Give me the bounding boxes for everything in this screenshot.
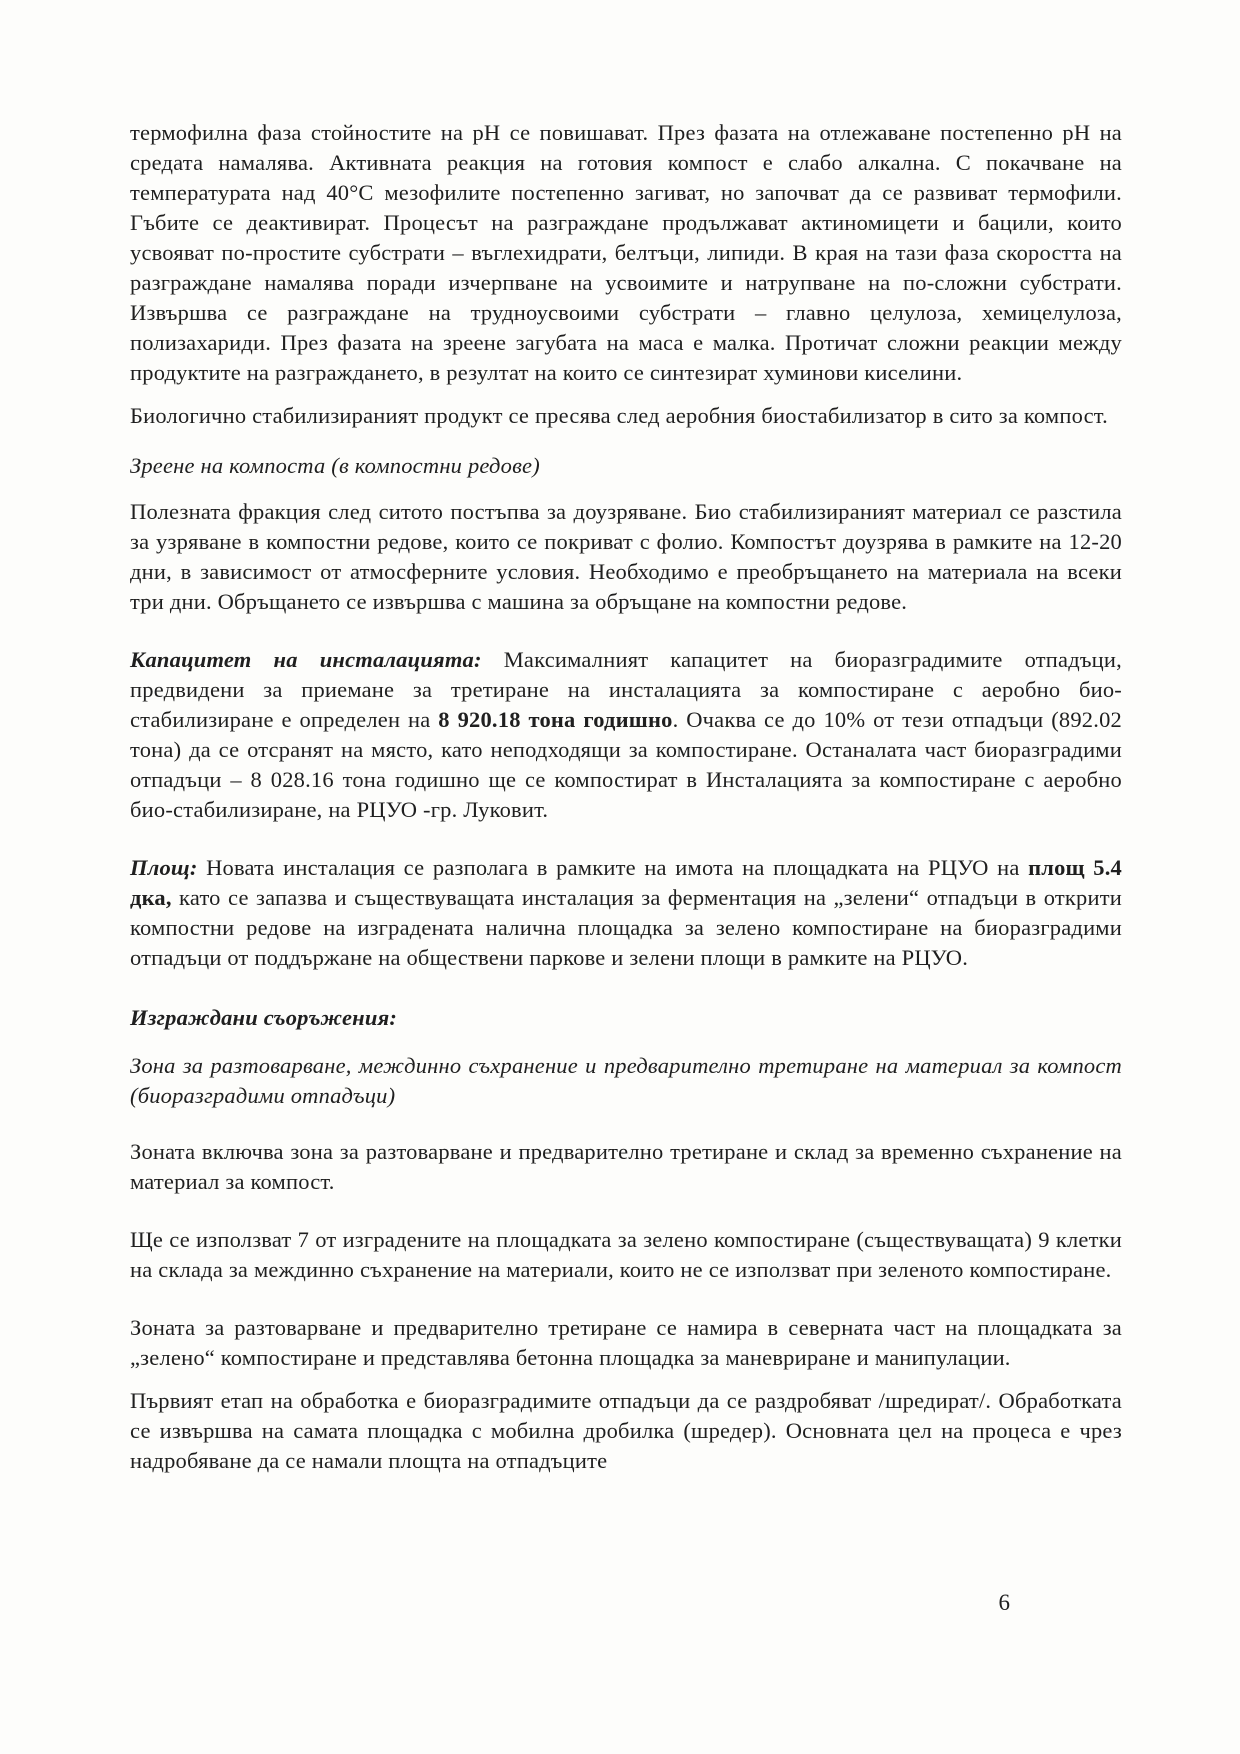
- paragraph-thermophilic-phase: термофилна фаза стойностите на рН се повишават. През фазата на отлежаване постепенно рН на средата намалява. Активната реакция на готовия компост е слабо алкална. С покачване на температурата над 40°С мезофилите постепенно загиват, но започват да се развиват термофили. Гъбите се деактивират. Процесът на разграждане продължават актиномицети и бацили, които усвояват по-простите субстрати – въглехидрати, белтъци, липиди. В края на тази фаза скоростта на разграждане намалява поради изчерпване на усвоимите и натрупване на по-сложни субстрати. Извършва се разграждане на трудноусвоими субстрати – главно целулоза, хемицелулоза, полизахариди. През фазата на зреене загубата на маса е малка. Протичат сложни реакции между продуктите на разграждането, в резултат на които се синтезират хуминови киселини.: [130, 120, 1122, 385]
- paragraph-shredding-stage: Първият етап на обработка е биоразградимите отпадъци да се раздробяват /шредират/. Обработката се извършва на самата площадка с мобилна дробилка (шредер). Основната цел на процеса е чрез надробяване да се намали площта на отпадъците: [130, 1388, 1122, 1473]
- heading-compost-maturation: Зреене на компоста (в компостни редове): [130, 453, 540, 478]
- paragraph-useful-fraction: Полезната фракция след ситото постъпва за доузряване. Био стабилизираният материал се разстила за узряване в компостни редове, които се покриват с фолио. Компостът доузрява в рамките на 12-20 дни, в зависимост от атмосферните условия. Необходимо е преобръщането на материала на всеки три дни. Обръщането се извършва с машина за обръщане на компостни редове.: [130, 499, 1122, 614]
- area-lead-label: Площ:: [130, 855, 198, 880]
- paragraph-biostabilized-product: Биологично стабилизираният продукт се пресява след аеробния биостабилизатор в сито за компост.: [130, 403, 1108, 428]
- area-text-before-bold: Новата инсталация се разполага в рамките на имота на площадката на РЦУО на: [197, 855, 1029, 880]
- paragraph-zone-contents: Зоната включва зона за разтоварване и предварително третиране и склад за временно съхранение на материал за компост.: [130, 1139, 1122, 1194]
- page-number: 6: [998, 1590, 1010, 1615]
- paragraph-site-area: [130, 853, 1122, 973]
- capacity-bold-value: 8 920.18 тона годишно: [438, 707, 673, 732]
- paragraph-storage-cells: Ще се използват 7 от изградените на площадката за зелено компостиране (съществуващата) 9 клетки на склада за междинно съхранение на материали, които не се използват при зеленото компостиране.: [130, 1227, 1122, 1282]
- capacity-text-after-bold: . Очаква се до 10% от тези отпадъци (892.02 тона) да се отсранят на място, като неподходящи за компостиране. Останалата част биоразградими отпадъци – 8 028.16 тона годишно ще се компостират в Инсталацията за компостиране с аеробно био-стабилизиране, на РЦУО -гр. Луковит.: [130, 707, 1122, 822]
- area-bold-value: площ 5.4 дка,: [130, 855, 1123, 910]
- capacity-lead-label: Капацитет на инсталацията:: [130, 647, 482, 672]
- area-text-after-bold: като се запазва и съществуващата инсталация за ферментация на „зелени“ отпадъци в открити компостни редове на изградената налична площадка за зелено компостиране на биоразградими отпадъци от поддържане на обществени паркове и зелени площи в рамките на РЦУО.: [130, 885, 1122, 970]
- heading-constructed-facilities: Изграждани съоръжения:: [130, 1005, 398, 1030]
- paragraph-zone-location: Зоната за разтоварване и предварително третиране се намира в северната част на площадката за „зелено“ компостиране и представлява бетонна площадка за маневриране и манипулации.: [130, 1315, 1122, 1370]
- paragraph-installation-capacity: [130, 645, 1122, 825]
- capacity-text-before-bold: Максималният капацитет на биоразградимите отпадъци, предвидени за приемане за третиране на инсталацията за компостиране с аеробно био-стабилизиране е определен на: [130, 647, 1122, 732]
- subheading-unloading-zone: Зона за разтоварване, междинно съхранение и предварително третиране на материал за компост (биоразградими отпадъци): [130, 1053, 1122, 1108]
